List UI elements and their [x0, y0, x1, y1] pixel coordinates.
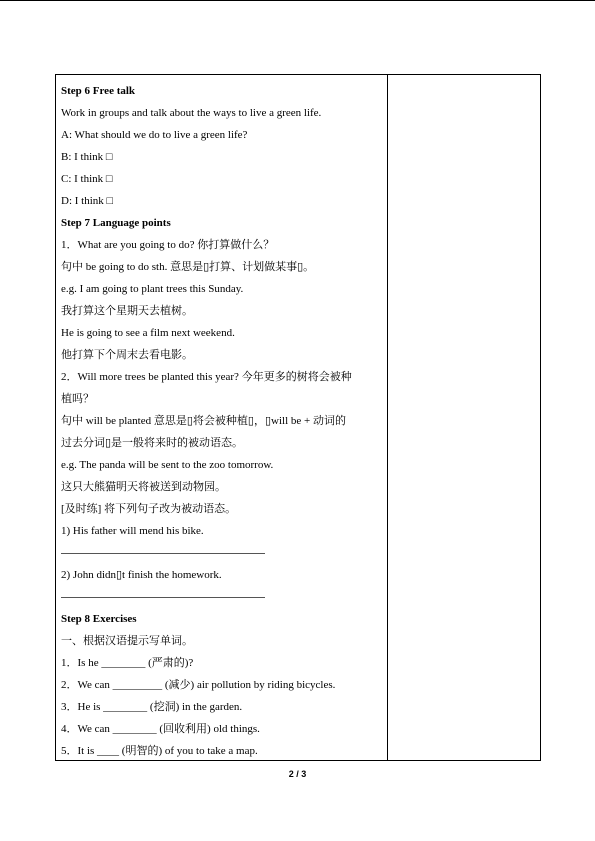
text-line: 他打算下个周末去看电影。 [61, 349, 193, 361]
text-line: B: I think □ [61, 151, 113, 163]
text-line: 句中 will be planted 意思是▯将会被种植▯，▯will be + 动词的 [61, 415, 346, 427]
text-line: 过去分词▯是一般将来时的被动语态。 [61, 437, 244, 449]
text-line: 2．We can _________ (减少) air pollution by riding bicycles. [61, 679, 336, 691]
text-line: 2) John didn▯t finish the homework. [61, 569, 222, 581]
text-line: 我打算这个星期天去植树。 [61, 305, 193, 317]
text-line: D: I think □ [61, 195, 114, 207]
text-line: 2．Will more trees be planted this year? 今年更多的树将会被种 [61, 371, 352, 383]
answer-blank-line[interactable] [61, 553, 265, 554]
text-line: Work in groups and talk about the ways to live a green life. [61, 107, 322, 119]
lesson-table [55, 74, 541, 761]
step7-heading: Step 7 Language points [61, 217, 171, 229]
text-line: 1) His father will mend his bike. [61, 525, 204, 537]
text-line: A: What should we do to live a green life? [61, 129, 248, 141]
text-line: 这只大熊猫明天将被送到动物园。 [61, 481, 226, 493]
text-line: [及时练] 将下列句子改为被动语态。 [61, 503, 237, 515]
text-line: 5．It is ____ (明智的) of you to take a map. [61, 745, 258, 757]
content-column [56, 75, 388, 760]
step6-heading: Step 6 Free talk [61, 85, 136, 97]
text-line: 4．We can ________ (回收利用) old things. [61, 723, 260, 735]
text-line: e.g. I am going to plant trees this Sunday. [61, 283, 244, 295]
header-rule [0, 0, 595, 1]
text-line: 1．Is he ________ (严肃的)? [61, 657, 194, 669]
step8-heading: Step 8 Exercises [61, 613, 137, 625]
notes-column [388, 75, 540, 760]
text-line: 一、根据汉语提示写单词。 [61, 635, 193, 647]
page-number: 2 / 3 [288, 769, 307, 779]
text-line: 1．What are you going to do? 你打算做什么？ [61, 239, 275, 251]
text-line: 植吗？ [61, 393, 94, 405]
text-line: C: I think □ [61, 173, 113, 185]
answer-blank-line[interactable] [61, 597, 265, 598]
text-line: e.g. The panda will be sent to the zoo tomorrow. [61, 459, 274, 471]
text-line: He is going to see a film next weekend. [61, 327, 235, 339]
text-line: 句中 be going to do sth. 意思是▯打算、计划做某事▯。 [61, 261, 315, 273]
text-line: 3．He is ________ (挖洞) in the garden. [61, 701, 243, 713]
